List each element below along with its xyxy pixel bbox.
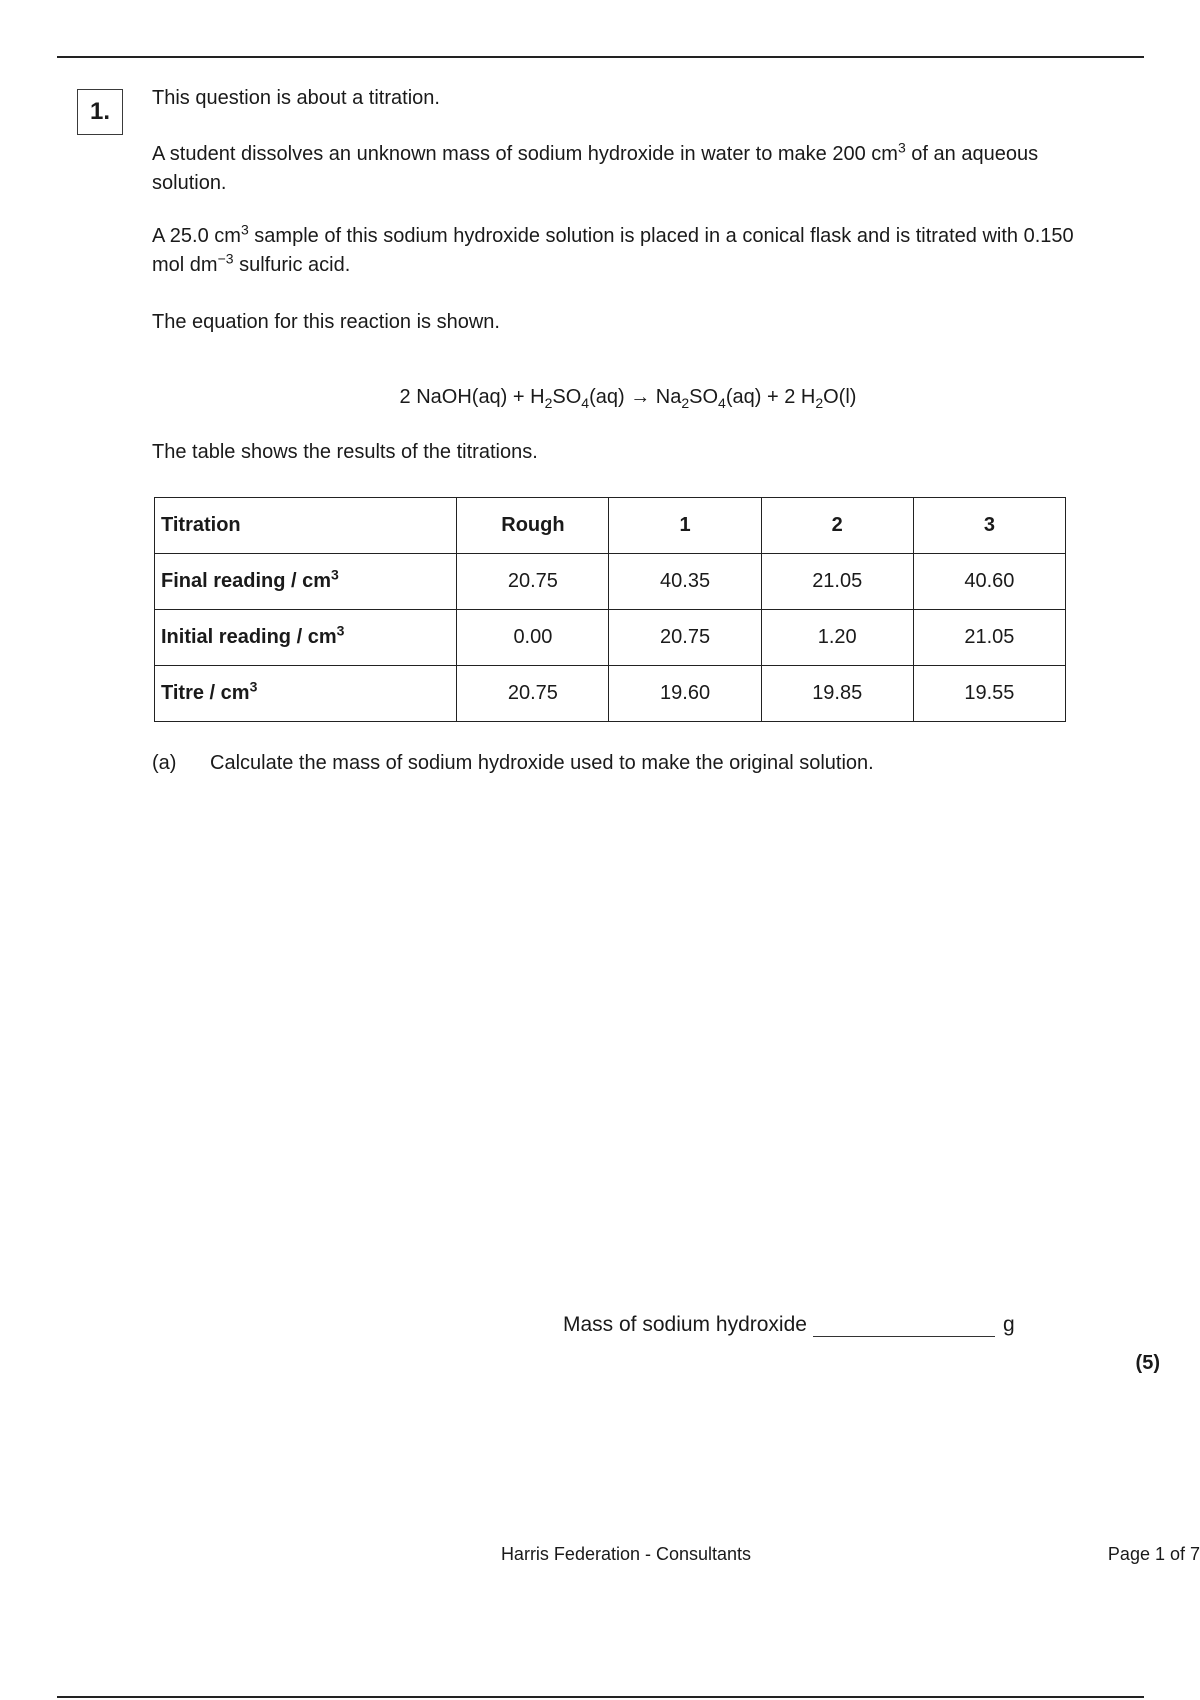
header-cell: 1 bbox=[609, 498, 761, 554]
table-cell: 40.60 bbox=[913, 554, 1065, 610]
table-cell: 0.00 bbox=[457, 610, 609, 666]
header-cell: 2 bbox=[761, 498, 913, 554]
table-row bbox=[155, 554, 1066, 610]
text-segment: sulfuric acid. bbox=[233, 254, 351, 276]
table-intro: The table shows the results of the titrations. bbox=[152, 441, 538, 463]
equation-intro: The equation for this reaction is shown. bbox=[152, 311, 500, 333]
table-cell: 20.75 bbox=[457, 554, 609, 610]
question-paragraph-sample bbox=[152, 222, 1092, 280]
row-label bbox=[155, 610, 457, 666]
question-number: 1. bbox=[89, 98, 110, 125]
bottom-rule bbox=[57, 1696, 1144, 1698]
subscript: 4 bbox=[581, 395, 590, 411]
subscript: 2 bbox=[681, 395, 690, 411]
table-cell: 20.75 bbox=[609, 610, 761, 666]
text-segment: of an aqueous solution. bbox=[152, 143, 1039, 194]
equation-part: SO bbox=[689, 386, 719, 408]
table-cell: 1.20 bbox=[761, 610, 913, 666]
row-label bbox=[155, 666, 457, 722]
answer-unit: g bbox=[1002, 1313, 1015, 1336]
page-number: Page 1 of 7 bbox=[1107, 1544, 1200, 1564]
top-rule bbox=[57, 56, 1144, 58]
header-cell: Rough bbox=[457, 498, 609, 554]
superscript: 3 bbox=[240, 221, 249, 238]
answer-label: Mass of sodium hydroxide bbox=[563, 1313, 807, 1336]
table-cell: 40.35 bbox=[609, 554, 761, 610]
equation-part: 2 NaOH(aq) + H bbox=[399, 386, 545, 408]
text-segment: sample of this sodium hydroxide solution is placed in a conical flask and is titrated with 0.150 mol dm bbox=[152, 225, 1074, 276]
footer-organisation: Harris Federation - Consultants bbox=[500, 1544, 752, 1564]
table-cell: 19.60 bbox=[609, 666, 761, 722]
answer-row bbox=[563, 1313, 1015, 1337]
superscript: −3 bbox=[217, 250, 234, 267]
superscript: 3 bbox=[336, 622, 345, 639]
row-label bbox=[155, 554, 457, 610]
row-label-text: Initial reading / cm bbox=[161, 626, 337, 648]
header-cell: 3 bbox=[913, 498, 1065, 554]
subscript: 4 bbox=[718, 395, 726, 411]
table-cell: 19.85 bbox=[761, 666, 913, 722]
part-a-label: (a) bbox=[152, 752, 177, 774]
table-row bbox=[155, 666, 1066, 722]
titration-results-table bbox=[154, 497, 1066, 722]
equation-part: (aq) → Na bbox=[589, 386, 682, 408]
table-cell: 19.55 bbox=[913, 666, 1065, 722]
equation-part: (aq) + 2 H bbox=[725, 386, 816, 408]
row-label-text: Titre / cm bbox=[161, 682, 250, 704]
part-a-question: Calculate the mass of sodium hydroxide used to make the original solution. bbox=[210, 752, 874, 774]
table-cell: 21.05 bbox=[761, 554, 913, 610]
table-cell: 21.05 bbox=[913, 610, 1065, 666]
superscript: 3 bbox=[249, 678, 258, 695]
table-row bbox=[155, 610, 1066, 666]
superscript: 3 bbox=[897, 139, 906, 156]
text-segment: A 25.0 cm bbox=[152, 225, 241, 247]
question-paragraph-solution bbox=[152, 140, 1092, 198]
superscript: 3 bbox=[331, 566, 339, 583]
subscript: 2 bbox=[544, 395, 553, 411]
marks-badge: (5) bbox=[1135, 1352, 1160, 1374]
text-segment: A student dissolves an unknown mass of sodium hydroxide in water to make 200 cm bbox=[152, 143, 898, 165]
question-number-box bbox=[77, 89, 123, 135]
equation-part: O(l) bbox=[823, 386, 857, 408]
table-cell: 20.75 bbox=[457, 666, 609, 722]
answer-line[interactable] bbox=[813, 1314, 995, 1337]
chemical-equation bbox=[0, 386, 1200, 409]
subscript: 2 bbox=[815, 395, 824, 411]
header-cell: Titration bbox=[155, 498, 457, 554]
row-label-text: Final reading / cm bbox=[161, 570, 332, 592]
table-header-row bbox=[155, 498, 1066, 554]
question-intro: This question is about a titration. bbox=[152, 87, 440, 109]
equation-part: SO bbox=[552, 386, 582, 408]
